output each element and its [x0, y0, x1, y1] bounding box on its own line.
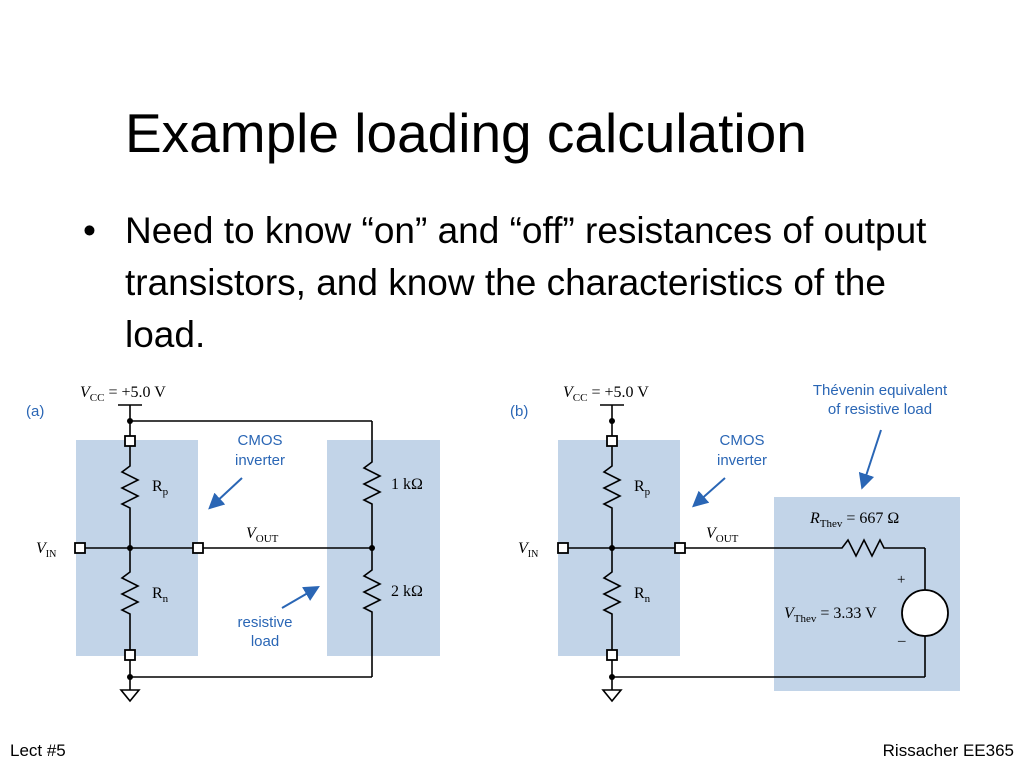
vout-label-b: [706, 525, 739, 545]
cmos-annotation-arrow-icon-b: [698, 478, 725, 502]
vout-symbol-a: V: [246, 525, 256, 542]
rn-symbol-a: R: [152, 585, 163, 602]
vthev-symbol-b: V: [784, 605, 794, 622]
load-r2-label-a: 2 kΩ: [391, 583, 423, 600]
rp-subscript-b: p: [644, 486, 651, 498]
vcc-label-b: [563, 384, 649, 404]
vcc-subscript-a: CC: [89, 392, 105, 404]
thevenin-annotation-arrow-icon-b: [864, 430, 881, 482]
rp-symbol-a: R: [152, 478, 163, 495]
cmos-label-line1-b: CMOS: [719, 432, 765, 449]
ground-symbol-icon: [121, 690, 139, 701]
ground-symbol-icon: [603, 690, 621, 701]
bullet-marker: •: [83, 210, 96, 251]
vout-subscript-b: OUT: [715, 533, 739, 545]
rthev-subscript-b: Thev: [819, 518, 843, 530]
load-label-line2-a: load: [250, 633, 280, 650]
vin-symbol-a: V: [36, 540, 46, 557]
rn-subscript-b: n: [644, 593, 651, 605]
slide-title: Example loading calculation: [125, 102, 807, 164]
cmos-label-line1-a: CMOS: [237, 432, 283, 449]
load-r1-label-a: 1 kΩ: [391, 476, 423, 493]
footer-right: Rissacher EE365: [882, 741, 1014, 760]
rthev-symbol-b: R: [810, 510, 820, 527]
load-annotation-arrow-icon-a: [282, 590, 313, 608]
thevenin-label-line2-b: of resistive load: [827, 401, 933, 418]
diagram-b: [510, 382, 960, 701]
vcc-symbol-b: V: [563, 384, 573, 401]
vout-subscript-a: OUT: [255, 533, 279, 545]
vcc-label-a: [80, 384, 166, 404]
footer-left: Lect #5: [10, 741, 66, 760]
panel-label-a: (a): [26, 403, 45, 420]
vin-label-a: [36, 540, 56, 560]
vcc-symbol-a: V: [80, 384, 90, 401]
rp-subscript-a: p: [162, 486, 169, 498]
vin-subscript-b: IN: [527, 549, 539, 560]
cmos-label-line2-a: inverter: [234, 452, 286, 469]
thevenin-label-line1-b: Thévenin equivalent: [812, 382, 948, 399]
cmos-label-line2-b: inverter: [716, 452, 768, 469]
vout-label-a: [246, 525, 279, 545]
rn-subscript-a: n: [162, 593, 169, 605]
vcc-subscript-b: CC: [572, 392, 588, 404]
vin-subscript-a: IN: [45, 549, 57, 560]
source-plus-b: +: [897, 572, 906, 588]
rthev-value-b: = 667 Ω: [842, 510, 900, 527]
vcc-value-a: = +5.0 V: [104, 384, 166, 401]
diagram-a: [26, 384, 440, 701]
vin-symbol-b: V: [518, 540, 528, 557]
cmos-annotation-arrow-icon-a: [214, 478, 242, 504]
vcc-value-b: = +5.0 V: [587, 384, 649, 401]
source-minus-b: –: [898, 633, 906, 649]
voltage-source-icon: [902, 590, 948, 636]
vthev-value-b: = 3.33 V: [816, 605, 877, 622]
bullet-text: Need to know “on” and “off” resistances of output transistors, and know the characteristics of the load.: [125, 210, 927, 355]
vout-symbol-b: V: [706, 525, 716, 542]
panel-label-b: (b): [510, 403, 529, 420]
rn-symbol-b: R: [634, 585, 645, 602]
vthev-subscript-b: Thev: [793, 613, 817, 625]
vin-label-b: [518, 540, 538, 560]
rp-symbol-b: R: [634, 478, 645, 495]
load-label-line1-a: resistive: [237, 614, 293, 631]
